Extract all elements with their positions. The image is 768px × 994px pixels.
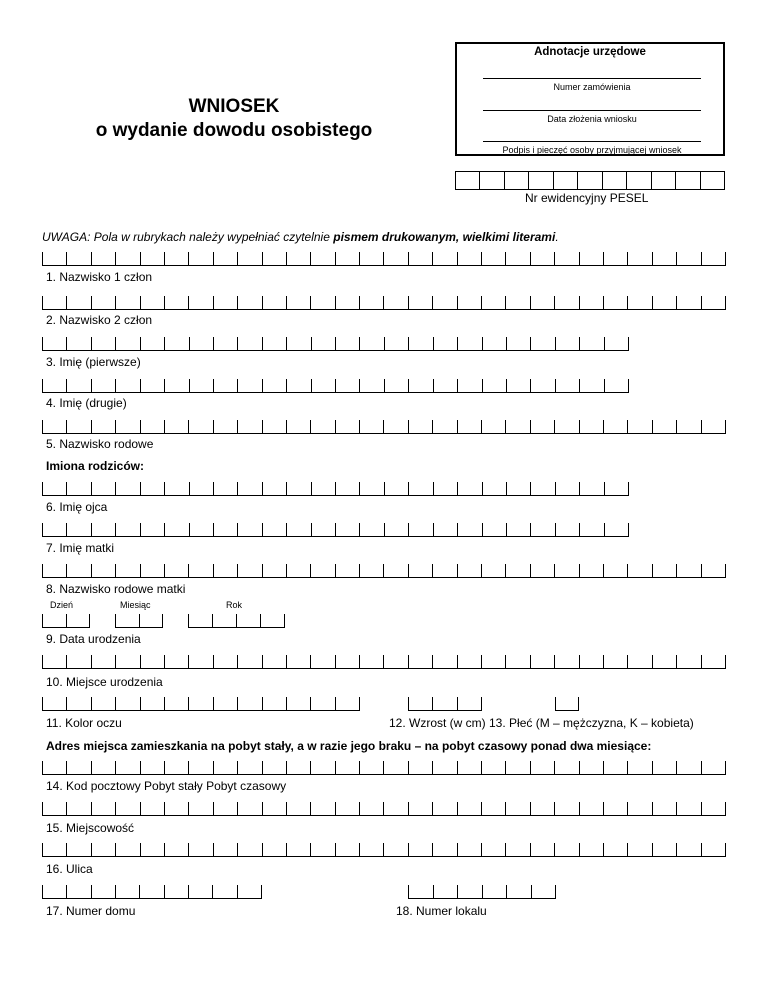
- first-name-label: 3. Imię (pierwsze): [46, 355, 141, 369]
- first-name-boxes[interactable]: [42, 337, 629, 351]
- locality-label: 15. Miejscowość: [46, 821, 135, 835]
- surname-part1-boxes[interactable]: [42, 252, 726, 266]
- father-name-label: 6. Imię ojca: [46, 500, 108, 514]
- form-title-line2: o wydanie dowodu osobistego: [95, 120, 373, 141]
- note-bold: pismem drukowanym, wielkimi literami: [333, 230, 556, 244]
- birth-place-label: 10. Miejsce urodzenia: [46, 675, 163, 689]
- mother-family-name-boxes[interactable]: [42, 564, 726, 578]
- form-title: [74, 95, 394, 143]
- surname-part1-label: 1. Nazwisko 1 człon: [46, 270, 153, 284]
- birth-year-boxes[interactable]: [188, 614, 285, 628]
- note-prefix: UWAGA: Pola w rubrykach należy wypełniać czytelnie: [42, 230, 334, 244]
- pesel-label: Nr ewidencyjny PESEL: [525, 191, 649, 205]
- form-title-line1: WNIOSEK: [188, 96, 280, 117]
- mother-name-boxes[interactable]: [42, 523, 629, 537]
- order-number-line[interactable]: Numer zamówienia: [483, 78, 701, 92]
- street-boxes[interactable]: [42, 843, 726, 857]
- instruction-note: [42, 230, 559, 244]
- month-caption: Miesiąc: [120, 600, 151, 610]
- year-caption: Rok: [226, 600, 243, 610]
- signature-line[interactable]: Podpis i pieczęć osoby przyjmującej wniosek: [483, 141, 701, 155]
- second-name-boxes[interactable]: [42, 379, 629, 393]
- sex-box[interactable]: [555, 697, 579, 711]
- mother-family-name-label: 8. Nazwisko rodowe matki: [46, 582, 186, 596]
- submission-date-line[interactable]: Data złożenia wniosku: [483, 110, 701, 124]
- eye-color-label: 11. Kolor oczu: [46, 716, 122, 730]
- office-annotations-box: [455, 42, 725, 156]
- height-boxes[interactable]: [408, 697, 482, 711]
- note-suffix: .: [555, 230, 559, 244]
- apartment-number-boxes[interactable]: [408, 885, 556, 899]
- surname-part2-boxes[interactable]: [42, 296, 726, 310]
- house-number-label: 17. Numer domu: [46, 904, 136, 918]
- birth-day-boxes[interactable]: [42, 614, 90, 628]
- eye-color-boxes[interactable]: [42, 697, 360, 711]
- street-label: 16. Ulica: [46, 862, 93, 876]
- birth-month-boxes[interactable]: [115, 614, 163, 628]
- family-name-boxes[interactable]: [42, 420, 726, 434]
- parents-header: Imiona rodziców:: [46, 459, 145, 473]
- house-number-boxes[interactable]: [42, 885, 262, 899]
- height-sex-label: 12. Wzrost (w cm) 13. Płeć (M – mężczyzna, K – kobieta): [389, 716, 694, 730]
- father-name-boxes[interactable]: [42, 482, 629, 496]
- family-name-label: 5. Nazwisko rodowe: [46, 437, 154, 451]
- second-name-label: 4. Imię (drugie): [46, 396, 127, 410]
- birth-date-label: 9. Data urodzenia: [46, 632, 141, 646]
- birth-place-boxes[interactable]: [42, 655, 726, 669]
- pesel-boxes[interactable]: [455, 171, 725, 190]
- day-caption: Dzień: [50, 600, 74, 610]
- locality-boxes[interactable]: [42, 802, 726, 816]
- surname-part2-label: 2. Nazwisko 2 człon: [46, 313, 153, 327]
- address-header: Adres miejsca zamieszkania na pobyt stały, a w razie jego braku – na pobyt czasowy ponad dwa miesiące:: [46, 739, 652, 753]
- postal-code-label: 14. Kod pocztowy Pobyt stały Pobyt czasowy: [46, 779, 287, 793]
- apartment-number-label: 18. Numer lokalu: [396, 904, 487, 918]
- postal-code-boxes[interactable]: [42, 761, 726, 775]
- office-annotations-title: Adnotacje urzędowe: [534, 46, 646, 58]
- mother-name-label: 7. Imię matki: [46, 541, 115, 555]
